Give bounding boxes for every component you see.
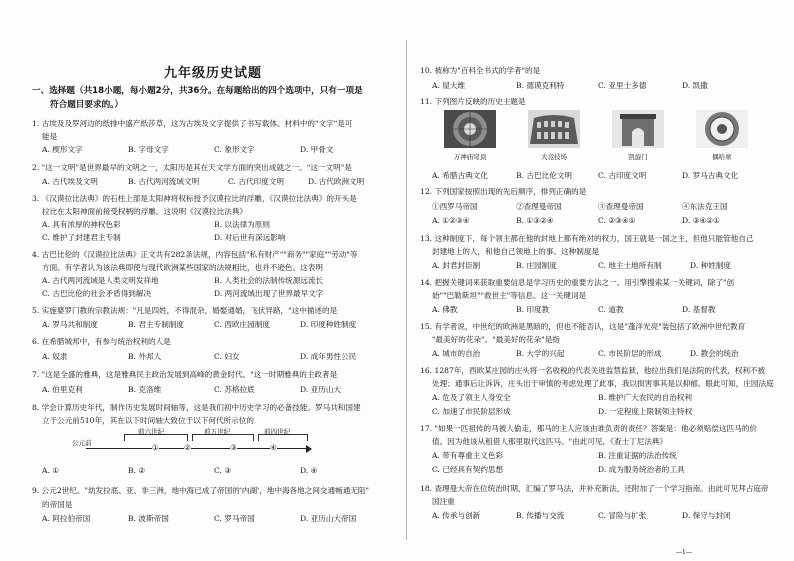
q12-item-2: ②查理曼帝国: [516, 202, 562, 211]
round-structure-image: [696, 110, 748, 148]
q10-option-a[interactable]: A. 屋大维: [432, 81, 466, 90]
q15-stem-cont: "最美好的花朵"。"最美好的花朵"是指: [432, 335, 560, 344]
q16-option-b[interactable]: B. 维护广大农民的自治权利: [598, 393, 692, 402]
q9-option-b[interactable]: B. 波斯帝国: [128, 514, 169, 523]
q5-option-b[interactable]: B. 君主专制制度: [128, 320, 184, 329]
q2-option-d[interactable]: D. 古代欧洲文明: [308, 177, 365, 186]
timeline-mark-4: ④: [270, 443, 277, 452]
q6-option-b[interactable]: B. 外邦人: [128, 352, 162, 361]
timeline-label-6c: 前六世纪: [138, 428, 165, 436]
q13-option-c[interactable]: C. 地主土地所有制: [598, 261, 662, 270]
q3-stem: 3. 《汉谟拉比法典》的石柱上部是太阳神将权标授予汉谟拉比的浮雕，《汉谟拉比法典》的开头是: [32, 194, 357, 203]
q6-stem: 6. 在希腊城邦中，有参与统治权利的人是: [32, 337, 171, 346]
q13-stem-cont: 封建地上的人，和他自己领地上的事。这种制度是: [432, 247, 600, 256]
q16-option-c[interactable]: C. 加速了市民阶层形成: [432, 407, 511, 416]
q2-option-c[interactable]: C. 古代印度文明: [228, 177, 284, 186]
triumphal-arch-image: [612, 110, 664, 148]
q15-option-a[interactable]: A. 城市的自治: [432, 349, 481, 358]
q7-option-c[interactable]: C. 苏格拉底: [214, 385, 255, 394]
q14-option-b[interactable]: B. 印度教: [516, 305, 550, 314]
q12-stem: 12. 下列国家按照出现的先后顺序，排列正确的是: [420, 187, 587, 196]
q9-stem-cont: 的帝国是: [42, 500, 73, 509]
q5-option-d[interactable]: D. 印度种姓制度: [300, 320, 357, 329]
q16-option-d[interactable]: D. 一定程度上限制领主特权: [598, 407, 693, 416]
q18-stem-cont: 国注重: [432, 497, 455, 506]
q12-option-c[interactable]: C. ②③④①: [598, 216, 636, 225]
pantheon-dome-image: [444, 110, 496, 148]
q10-stem: 10. 被称为"百科全书式的学者"的是: [420, 66, 541, 75]
q10-option-c[interactable]: C. 亚里士多德: [598, 81, 647, 90]
q11-pictures: [440, 110, 760, 170]
q4-option-d[interactable]: D. 两河流域出现了世界最早文字: [214, 289, 324, 298]
q11-option-b[interactable]: B. 古巴比伦文明: [516, 171, 572, 180]
q2-stem: 2. "这一文明"是世界最早的文明之一，太阳历是其在天文学方面的突出成就之一。"这一文明"是: [32, 163, 352, 172]
timeline-arrow-icon: [306, 445, 312, 453]
q5-option-c[interactable]: C. 西欧庄园制度: [214, 320, 270, 329]
q12-option-d[interactable]: D. ③④②①: [682, 216, 720, 225]
q7-option-a[interactable]: A. 伯里克利: [42, 385, 83, 394]
timeline-label-4c: 前四世纪: [264, 428, 291, 436]
q9-option-d[interactable]: D. 亚历山大帝国: [300, 514, 357, 523]
q15-option-c[interactable]: C. 市民阶层的形成: [598, 349, 662, 358]
q1-stem-cont: 能是: [42, 132, 58, 141]
timeline-start-label: 公元前: [72, 439, 92, 447]
q3-option-d[interactable]: D. 对后世有深远影响: [214, 233, 286, 242]
colosseum-image: [528, 110, 580, 148]
q4-stem: 4. 古巴比伦的《汉谟拉比法典》正文共有282条法规，内容包括"私有财产""商务""家庭""劳动"等: [32, 250, 358, 259]
q6-option-d[interactable]: D. 成年男性公民: [300, 352, 357, 361]
q8-stem-cont: 立于公元前510年，其在以下时间轴大致位于以下何代所示位的: [42, 416, 254, 425]
q1-option-c[interactable]: C. 象形文字: [214, 145, 255, 154]
q8-option-d[interactable]: D. ④: [300, 466, 318, 475]
q16-option-a[interactable]: A. 危及了领主人身安全: [432, 393, 511, 402]
timeline: [32, 428, 394, 468]
q12-option-a[interactable]: A. ①②③④: [432, 216, 470, 225]
q7-option-d[interactable]: D. 亚历山大: [300, 385, 342, 394]
q16-stem: 16. 1287年，西欧某庄园的庄头将一名收税的代表关进监禁监狱，他拉出我们是法院的代表，权利不被: [420, 366, 766, 375]
q8-stem: 8. 学会计算历史年代，制作历史发展时间轴等，这是我们初中历史学习的必备技能。罗马共和国建: [32, 403, 361, 412]
timeline-mark-3: ③: [230, 443, 237, 452]
timeline-mark-2: ②: [184, 443, 191, 452]
q5-stem: 5. 实施婆罗门教的宗教法规："凡是四姓，不得混杂，婚娶通婚，飞伏异路，"这中描述的是: [32, 306, 338, 315]
caption-pantheon: 万神庙穹顶: [453, 153, 487, 161]
q14-option-d[interactable]: D. 基督教: [682, 305, 716, 314]
q17-option-b[interactable]: B. 注重证据的法治传统: [598, 451, 677, 460]
q8-option-b[interactable]: B. ②: [128, 466, 146, 475]
caption-colosseum: 大竞技场: [541, 153, 567, 161]
q15-stem: 15. 有学者说，中世纪的欧洲是黑暗的，但也不能否认，这是"蓬洋光亮"装包括了欧洲中世纪教育: [420, 322, 746, 331]
section-heading-cont: 符合题目要求的。）: [50, 100, 124, 110]
q1-option-b[interactable]: B. 字母文字: [128, 145, 169, 154]
q4-option-b[interactable]: B. 人类社会的法制传统源远流长: [214, 276, 324, 285]
q3-option-a[interactable]: A. 具有浓厚的神权色彩: [42, 220, 121, 229]
q10-option-b[interactable]: B. 德谟克利特: [516, 81, 565, 90]
q12-item-4: ④东法克王国: [682, 202, 728, 211]
q15-option-d[interactable]: D. 教会的统治: [690, 349, 739, 358]
q8-option-a[interactable]: A. ①: [42, 466, 60, 475]
q14-option-a[interactable]: A. 佛教: [432, 305, 458, 314]
q17-option-c[interactable]: C. 已经具有契约思想: [432, 465, 504, 474]
q12-item-1: ①西罗马帝国: [432, 202, 478, 211]
q9-stem: 9. 公元2世纪，"幼发拉底、亚、非三洲，地中海已成了帝国的'内湖'，地中海各地之间交通畅通无阻": [32, 486, 369, 495]
q10-option-d[interactable]: D. 凯撒: [682, 81, 708, 90]
exam-title: 九年级历史试题: [163, 66, 262, 81]
q2-option-a[interactable]: A. 古代埃及文明: [42, 177, 98, 186]
q7-stem: 7. "这是全盛的雅典，这是雅典民主政治发展到高峰的黄金时代。"这一时期雅典的主政者是: [32, 370, 338, 379]
q13-option-d[interactable]: D. 种姓制度: [690, 261, 732, 270]
q14-option-c[interactable]: C. 道教: [598, 305, 624, 314]
q18-stem: 18. 查理曼大帝在位统治时期，汇编了罗马法，并补充新法，还附加了一个学习指南。由此可见拜占庭帝: [420, 484, 769, 493]
q11-option-a[interactable]: A. 希腊古典文化: [432, 171, 488, 180]
q12-option-b[interactable]: B. ①③②④: [516, 216, 554, 225]
q6-option-a[interactable]: A. 奴隶: [42, 352, 68, 361]
q6-option-c[interactable]: C. 妇女: [214, 352, 240, 361]
q14-stem: 14. 把握关键词来获取重要信息是学习历史的重要方法之一。用引擎搜索某一关键词，除了"创: [420, 278, 735, 287]
q13-option-b[interactable]: B. 庄园制度: [516, 261, 557, 270]
q2-option-b[interactable]: B. 古代两河流域文明: [128, 177, 200, 186]
q3-stem-cont: 拉比在太阳神面前接受权柄的浮雕。这说明《汉谟拉比法典》: [42, 207, 248, 216]
q3-option-c[interactable]: C. 维护了封建君主专制: [42, 233, 121, 242]
column-divider: [406, 40, 407, 540]
caption-round-structure: 偶哈席: [712, 153, 732, 161]
q17-stem-cont: 值。因为他该从租借人那里取代这匹马。"由此可见，《查士丁尼法典》: [432, 437, 668, 446]
q4-option-a[interactable]: A. 古代两河流域是人类文明发祥地: [42, 276, 159, 285]
q11-stem: 11. 下列图片反映的历史主题是: [420, 97, 526, 106]
q4-option-c[interactable]: C. 古巴比伦的社会矛盾得到解决: [42, 289, 152, 298]
q18-option-c[interactable]: C. 冒险与扩张: [598, 511, 647, 520]
q18-option-d[interactable]: D. 保守与封闭: [682, 511, 731, 520]
q4-stem-cont: 方面。有学者认为该法典即使与现代欧洲某些国家的法规相比，也并不逊色。这表明: [42, 263, 323, 272]
q1-stem: 1. 古埃及及罗河边的纸排中盛产纸莎草，这为古埃及文字提供了书写载体。材料中的"文字"是可: [32, 119, 353, 128]
timeline-mark-1: ①: [152, 443, 159, 452]
caption-arch: 凯旋门: [628, 153, 648, 161]
q11-option-d[interactable]: D. 罗马古典文化: [682, 171, 739, 180]
q3-option-b[interactable]: B. 以法律为原则: [214, 220, 270, 229]
q13-stem: 13. 这种制度下，每个领主都在他的封地上都有绝对的权力，国王就是一国之主，但他只能管他自己: [420, 234, 754, 243]
section-heading: 一、选择题（共18小题，每小题2分，共36分。在每题给出的四个选项中，只有一项是: [32, 86, 363, 96]
q12-item-3: ③查理曼帝国: [598, 202, 644, 211]
q17-stem: 17. "如果一匹祖传的马被人偷走，那马的主人应该由谁负责的责任？答案是：他必须赔偿这匹马的价: [420, 424, 757, 433]
q11-option-c[interactable]: C. 古印度文明: [598, 171, 647, 180]
q9-option-a[interactable]: A. 阿拉伯帝国: [42, 514, 91, 523]
q14-stem-cont: 始""巴勒斯坦""救世主"等信息。这一关键词是: [432, 291, 587, 300]
q8-option-c[interactable]: C. ③: [214, 466, 232, 475]
q1-option-a[interactable]: A. 楔形文字: [42, 145, 83, 154]
q17-option-a[interactable]: A. 带有尊重主义色彩: [432, 451, 504, 460]
q15-option-b[interactable]: B. 大学的兴起: [516, 349, 565, 358]
q9-option-c[interactable]: C. 罗马帝国: [214, 514, 255, 523]
q13-option-a[interactable]: A. 封君封臣制: [432, 261, 481, 270]
q16-stem-cont: 处理；通事后让诉诉，庄头出于审慎的考虑处理了此事，我以损害事其是以抑郁。眼此可知，庄园法庭: [432, 379, 774, 388]
timeline-label-5c: 前五世纪: [204, 428, 231, 436]
q7-option-b[interactable]: B. 克洛维: [128, 385, 162, 394]
q18-option-b[interactable]: B. 传播与交流: [516, 511, 565, 520]
q5-option-a[interactable]: A. 罗马共和制度: [42, 320, 98, 329]
page-number: —1—: [676, 549, 692, 556]
q18-option-a[interactable]: A. 传承与创新: [432, 511, 481, 520]
q17-option-d[interactable]: D. 成为服务统治者的工具: [598, 465, 685, 474]
q1-option-d[interactable]: D. 甲骨文: [300, 145, 334, 154]
